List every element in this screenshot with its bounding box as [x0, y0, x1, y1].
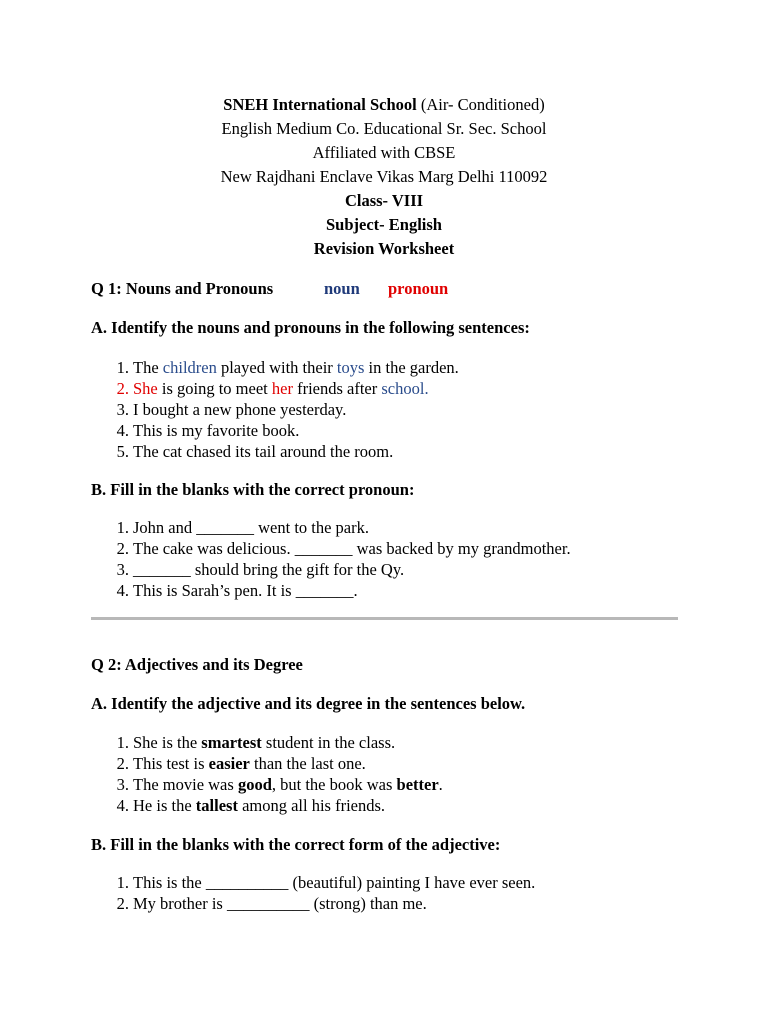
item-number: 4. [116, 581, 129, 600]
subject-label: Subject- English [326, 215, 442, 234]
section-divider [91, 617, 678, 620]
legend-noun: noun [324, 279, 360, 298]
item-number: 2. [116, 539, 129, 558]
list-item [116, 517, 571, 538]
worksheet-header [0, 93, 768, 261]
item-text: This test is [133, 754, 209, 773]
school-type: English Medium Co. Educational Sr. Sec. School [221, 119, 547, 138]
item-number: 2. [116, 894, 129, 913]
item-number: 4. [116, 796, 129, 815]
item-number: 2. [116, 754, 129, 773]
item-text: than the last one. [249, 754, 366, 773]
list-item [116, 580, 571, 601]
noun-word: children [162, 358, 217, 377]
item-text: is going to meet [157, 379, 272, 398]
list-item [116, 753, 443, 774]
list-item [116, 399, 459, 420]
list-item [116, 795, 443, 816]
item-text: in the garden. [364, 358, 459, 377]
item-text: She is the [133, 733, 202, 752]
item-text: My brother is __________ (strong) than me. [133, 894, 427, 913]
q2-title: Q 2: Adjectives and its Degree [91, 655, 303, 674]
q2-part-a-list [111, 732, 443, 816]
item-number: 1. [116, 873, 129, 892]
item-number: 3. [116, 560, 129, 579]
adjective-word: good [237, 775, 272, 794]
item-number: 2. [116, 379, 129, 398]
adjective-word: smartest [201, 733, 262, 752]
item-text: The cake was delicious. _______ was backed by my grandmother. [133, 539, 571, 558]
item-text: among all his friends. [237, 796, 386, 815]
q2-part-b-heading: B. Fill in the blanks with the correct form of the adjective: [91, 835, 501, 854]
item-text: John and _______ went to the park. [133, 518, 370, 537]
item-text: friends after [292, 379, 382, 398]
item-text: This is Sarah’s pen. It is _______. [133, 581, 358, 600]
q2-part-b-list [111, 872, 535, 914]
item-number: 3. [116, 775, 129, 794]
item-number: 1. [116, 518, 129, 537]
list-item [116, 872, 536, 893]
class-label: Class- VIII [344, 191, 424, 210]
item-text: , but the book was [271, 775, 397, 794]
item-number: 1. [116, 358, 129, 377]
item-text: student in the class. [261, 733, 396, 752]
list-item [116, 357, 459, 378]
item-text: The movie was [133, 775, 238, 794]
adjective-word: tallest [195, 796, 238, 815]
list-item [116, 378, 459, 399]
q1-title: Q 1: Nouns and Pronouns [91, 279, 274, 298]
q1-part-b-list [111, 517, 571, 601]
pronoun-word: her [271, 379, 293, 398]
item-number: 4. [116, 421, 129, 440]
q1-part-a-heading: A. Identify the nouns and pronouns in the following sentences: [91, 318, 530, 337]
item-text: This is the __________ (beautiful) painting I have ever seen. [133, 873, 536, 892]
list-item [116, 774, 443, 795]
item-text: He is the [133, 796, 196, 815]
item-text: I bought a new phone yesterday. [133, 400, 347, 419]
noun-word: . [424, 379, 429, 398]
item-number: 5. [116, 442, 129, 461]
list-item [116, 420, 459, 441]
item-number: 1. [116, 733, 129, 752]
noun-word: toys [336, 358, 365, 377]
school-suffix: (Air- Conditioned) [416, 95, 545, 114]
list-item [116, 538, 571, 559]
item-text: The [133, 358, 163, 377]
worksheet-title: Revision Worksheet [313, 239, 455, 258]
legend-pronoun: pronoun [388, 279, 449, 298]
list-item [116, 893, 535, 914]
q1-title-line [91, 279, 449, 299]
item-text: . [438, 775, 443, 794]
list-item [116, 732, 443, 753]
adjective-word: better [396, 775, 439, 794]
q2-part-a-heading: A. Identify the adjective and its degree in the sentences below. [91, 694, 526, 713]
affiliation: Affiliated with CBSE [312, 143, 456, 162]
school-address: New Rajdhani Enclave Vikas Marg Delhi 110092 [220, 167, 548, 186]
item-text: The cat chased its tail around the room. [133, 442, 394, 461]
list-item [116, 441, 459, 462]
item-text: This is my favorite book. [133, 421, 300, 440]
item-number: 3. [116, 400, 129, 419]
list-item [116, 559, 571, 580]
adjective-word: easier [208, 754, 250, 773]
item-text: played with their [216, 358, 337, 377]
pronoun-word: She [133, 379, 158, 398]
school-name: SNEH International School [223, 95, 417, 114]
q1-part-a-list [111, 357, 459, 462]
noun-word: school [381, 379, 425, 398]
school-name-line [0, 93, 768, 117]
item-text: _______ should bring the gift for the Qy. [133, 560, 405, 579]
q1-part-b-heading: B. Fill in the blanks with the correct pronoun: [91, 480, 415, 499]
